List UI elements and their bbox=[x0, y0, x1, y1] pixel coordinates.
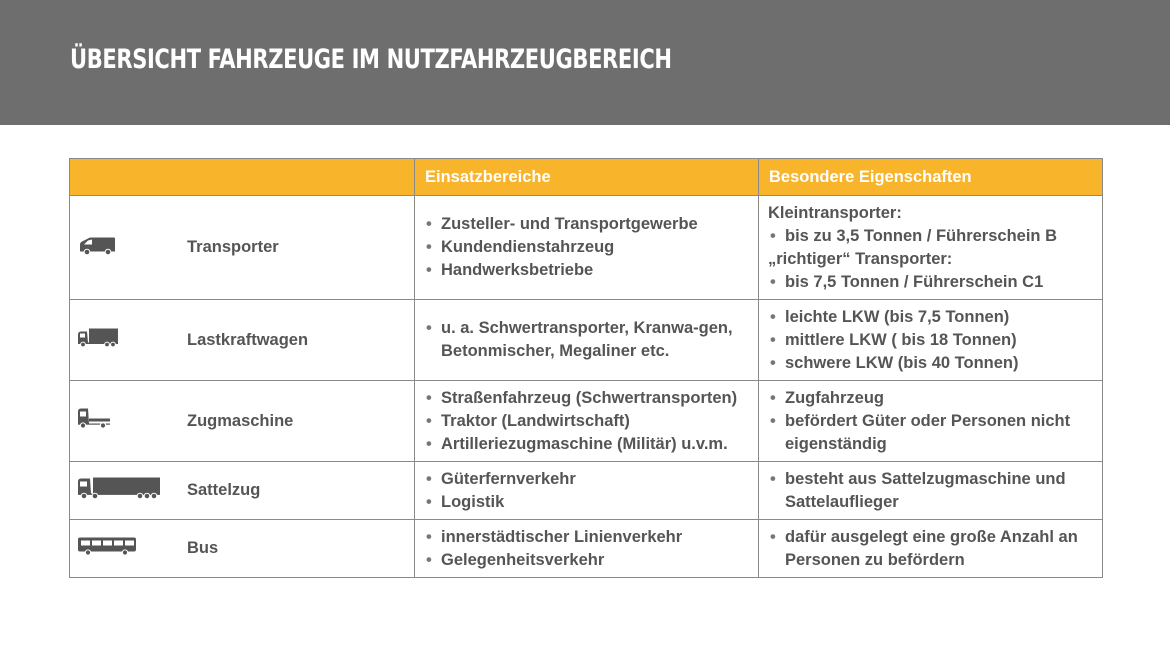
uses-cell bbox=[415, 300, 759, 381]
list-item: • Artilleriezugmaschine (Militär) u.v.m. bbox=[424, 433, 750, 456]
list-heading: „richtiger“ Transporter: bbox=[768, 249, 953, 268]
tractor-unit-icon bbox=[77, 408, 111, 435]
vehicle-cell bbox=[70, 381, 415, 462]
table-header-row bbox=[70, 159, 1103, 196]
list-item: • Zugfahrzeug bbox=[768, 387, 1094, 410]
list-item: • u. a. Schwertransporter, Kranwa-gen, Betonmischer, Megaliner etc. bbox=[424, 317, 750, 363]
list-item: • innerstädtischer Linienverkehr bbox=[424, 526, 750, 549]
van-icon bbox=[77, 235, 117, 260]
semi-trailer-truck-icon bbox=[77, 476, 161, 505]
vehicle-cell bbox=[70, 462, 415, 520]
column-header-einsatzbereiche: Einsatzbereiche bbox=[415, 159, 759, 196]
properties-cell bbox=[759, 462, 1103, 520]
list-item: • Zusteller- und Transportgewerbe bbox=[424, 213, 750, 236]
list-item: • Straßenfahrzeug (Schwertransporten) bbox=[424, 387, 750, 410]
uses-cell bbox=[415, 520, 759, 578]
table-row-bus bbox=[70, 520, 1103, 578]
vehicle-name: Bus bbox=[187, 539, 219, 557]
list-item: • schwere LKW (bis 40 Tonnen) bbox=[768, 352, 1094, 375]
vehicle-overview-table bbox=[69, 158, 1103, 578]
list-item: • befördert Güter oder Personen nicht eigenständig bbox=[768, 410, 1094, 456]
list-item: • Güterfernverkehr bbox=[424, 468, 750, 491]
list-item: • besteht aus Sattelzugmaschine und Sattelauflieger bbox=[768, 468, 1094, 514]
properties-cell bbox=[759, 520, 1103, 578]
bus-icon bbox=[77, 536, 137, 561]
list-item: • Traktor (Landwirtschaft) bbox=[424, 410, 750, 433]
header-bar bbox=[0, 0, 1170, 125]
truck-icon bbox=[77, 328, 119, 353]
list-item: • Gelegenheitsverkehr bbox=[424, 549, 750, 572]
list-item: • Logistik bbox=[424, 491, 750, 514]
column-header-vehicle bbox=[70, 159, 415, 196]
vehicle-cell bbox=[70, 300, 415, 381]
properties-cell bbox=[759, 300, 1103, 381]
list-item: • Handwerksbetriebe bbox=[424, 259, 750, 282]
table-row-transporter bbox=[70, 196, 1103, 300]
list-item: • mittlere LKW ( bis 18 Tonnen) bbox=[768, 329, 1094, 352]
column-header-eigenschaften: Besondere Eigenschaften bbox=[759, 159, 1103, 196]
list-item: • bis zu 3,5 Tonnen / Führerschein B bbox=[768, 225, 1094, 248]
vehicle-name: Sattelzug bbox=[187, 481, 261, 499]
vehicle-name: Lastkraftwagen bbox=[187, 330, 309, 349]
list-item: • bis 7,5 Tonnen / Führerschein C1 bbox=[768, 271, 1094, 294]
list-item: • leichte LKW (bis 7,5 Tonnen) bbox=[768, 306, 1094, 329]
vehicle-cell bbox=[70, 520, 415, 578]
vehicle-name: Zugmaschine bbox=[187, 411, 294, 430]
uses-cell bbox=[415, 196, 759, 300]
properties-cell bbox=[759, 196, 1103, 300]
list-item: • Kundendienstahrzeug bbox=[424, 236, 750, 259]
list-heading: Kleintransporter: bbox=[768, 203, 902, 222]
uses-cell bbox=[415, 381, 759, 462]
vehicle-name: Transporter bbox=[187, 238, 279, 256]
table-row-zugmaschine bbox=[70, 381, 1103, 462]
properties-cell bbox=[759, 381, 1103, 462]
vehicle-cell bbox=[70, 196, 415, 300]
uses-cell bbox=[415, 462, 759, 520]
table-row-sattelzug bbox=[70, 462, 1103, 520]
list-item: • dafür ausgelegt eine große Anzahl an Personen zu befördern bbox=[768, 526, 1094, 572]
page-title: ÜBERSICHT FAHRZEUGE IM NUTZFAHRZEUGBEREICH bbox=[70, 44, 672, 75]
table-row-lastkraftwagen bbox=[70, 300, 1103, 381]
